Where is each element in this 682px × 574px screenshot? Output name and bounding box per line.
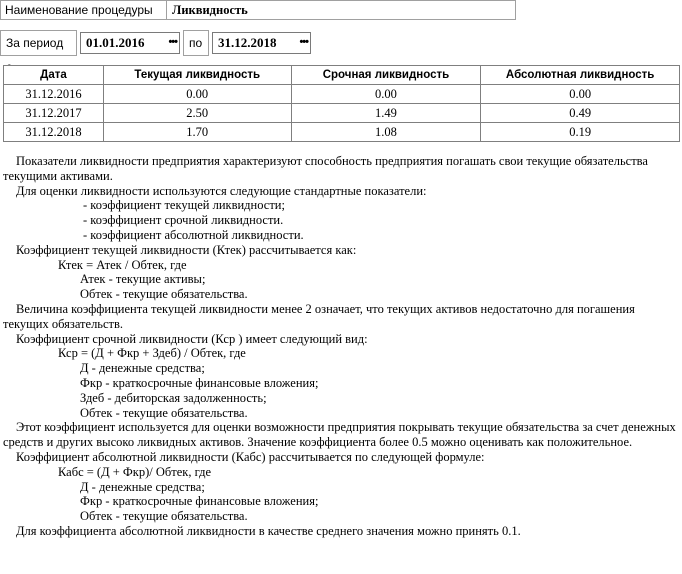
table-row[interactable] (4, 85, 680, 104)
to-date-picker-icon[interactable]: ••• (299, 36, 308, 48)
cell-current-liquidity: 1.70 (103, 123, 291, 142)
procedure-value: Ликвидность (167, 0, 516, 20)
description-text (3, 154, 679, 539)
liquidity-table (3, 65, 680, 142)
desc-kabs-formula: Кабс = (Д + Фкр)/ Обтек, где (58, 464, 212, 479)
table-row[interactable] (4, 104, 680, 123)
period-selector (0, 30, 311, 56)
desc-list-item: - коэффициент абсолютной ликвидности. (83, 227, 304, 242)
cell-absolute-liquidity: 0.49 (481, 104, 680, 123)
cell-date: 31.12.2016 (4, 85, 104, 104)
desc-kabs-term: Обтек - текущие обязательства. (80, 509, 248, 524)
procedure-label: Наименование процедуры (0, 0, 167, 20)
header-absolute-liquidity: Абсолютная ликвидность (481, 66, 680, 85)
cell-quick-liquidity: 1.08 (291, 123, 481, 142)
desc-ktek-intro: Коэффициент текущей ликвидности (Ктек) рассчитывается как: (16, 242, 357, 257)
desc-kabs-term: Фкр - краткосрочные финансовые вложения; (80, 494, 319, 509)
cell-date: 31.12.2018 (4, 123, 104, 142)
desc-ktek-note: Величина коэффициента текущей ликвидности менее 2 означает, что текущих активов недостаточно для погашения текущих обязательств. (3, 301, 635, 331)
table-row[interactable] (4, 123, 680, 142)
header-current-liquidity: Текущая ликвидность (103, 66, 291, 85)
desc-intro: Показатели ликвидности предприятия характеризуют способность предприятия погашать свои текущие обязательства текущими активами. (3, 154, 648, 183)
header-date: Дата (4, 66, 104, 85)
cell-current-liquidity: 2.50 (103, 104, 291, 123)
table-header-row (4, 66, 680, 85)
desc-ksr-term: Обтек - текущие обязательства. (80, 405, 248, 420)
desc-ktek-term: Атек - текущие активы; (80, 272, 206, 287)
period-to-date-value: 31.12.2018 (218, 35, 277, 50)
desc-ktek-term: Обтек - текущие обязательства. (80, 287, 248, 302)
desc-ksr-note: Этот коэффициент используется для оценки возможности предприятия покрывать текущие обязательства за счет денежных средств и других высоко ликвидных активов. Значение коэффициента более 0.5 можно оценивать как положительное. (3, 420, 676, 450)
header-quick-liquidity: Срочная ликвидность (291, 66, 481, 85)
period-from-date-value: 01.01.2016 (86, 35, 145, 50)
desc-list-item: - коэффициент срочной ликвидности. (83, 213, 284, 228)
cell-current-liquidity: 0.00 (103, 85, 291, 104)
desc-kabs-note: Для коэффициента абсолютной ликвидности в качестве среднего значения можно принять 0.1. (16, 523, 521, 538)
desc-ksr-intro: Коэффициент срочной ликвидности (Кср ) имеет следующий вид: (16, 331, 368, 346)
cell-date: 31.12.2017 (4, 104, 104, 123)
desc-ksr-term: Фкр - краткосрочные финансовые вложения; (80, 375, 319, 390)
period-from-date-field[interactable] (80, 32, 180, 54)
desc-kabs-term: Д - денежные средства; (80, 479, 205, 494)
desc-ksr-formula: Кср = (Д + Фкр + Здеб) / Обтек, где (58, 346, 246, 361)
cell-absolute-liquidity: 0.19 (481, 123, 680, 142)
from-date-picker-icon[interactable]: ••• (168, 36, 177, 48)
period-from-label: За период (0, 30, 77, 56)
desc-standard: Для оценки ликвидности используются следующие стандартные показатели: (16, 183, 427, 198)
desc-ktek-formula: Ктек = Атек / Обтек, где (58, 257, 187, 272)
desc-kabs-intro: Коэффициент абсолютной ликвидности (Кабс) рассчитывается по следующей формуле: (16, 449, 485, 464)
procedure-row (0, 0, 516, 20)
cell-absolute-liquidity: 0.00 (481, 85, 680, 104)
cell-quick-liquidity: 1.49 (291, 104, 481, 123)
desc-ksr-term: Здеб - дебиторская задолженность; (80, 390, 267, 405)
desc-list-item: - коэффициент текущей ликвидности; (83, 198, 285, 213)
period-to-label: по (183, 30, 209, 56)
cell-quick-liquidity: 0.00 (291, 85, 481, 104)
desc-ksr-term: Д - денежные средства; (80, 361, 205, 376)
period-to-date-field[interactable] (212, 32, 311, 54)
